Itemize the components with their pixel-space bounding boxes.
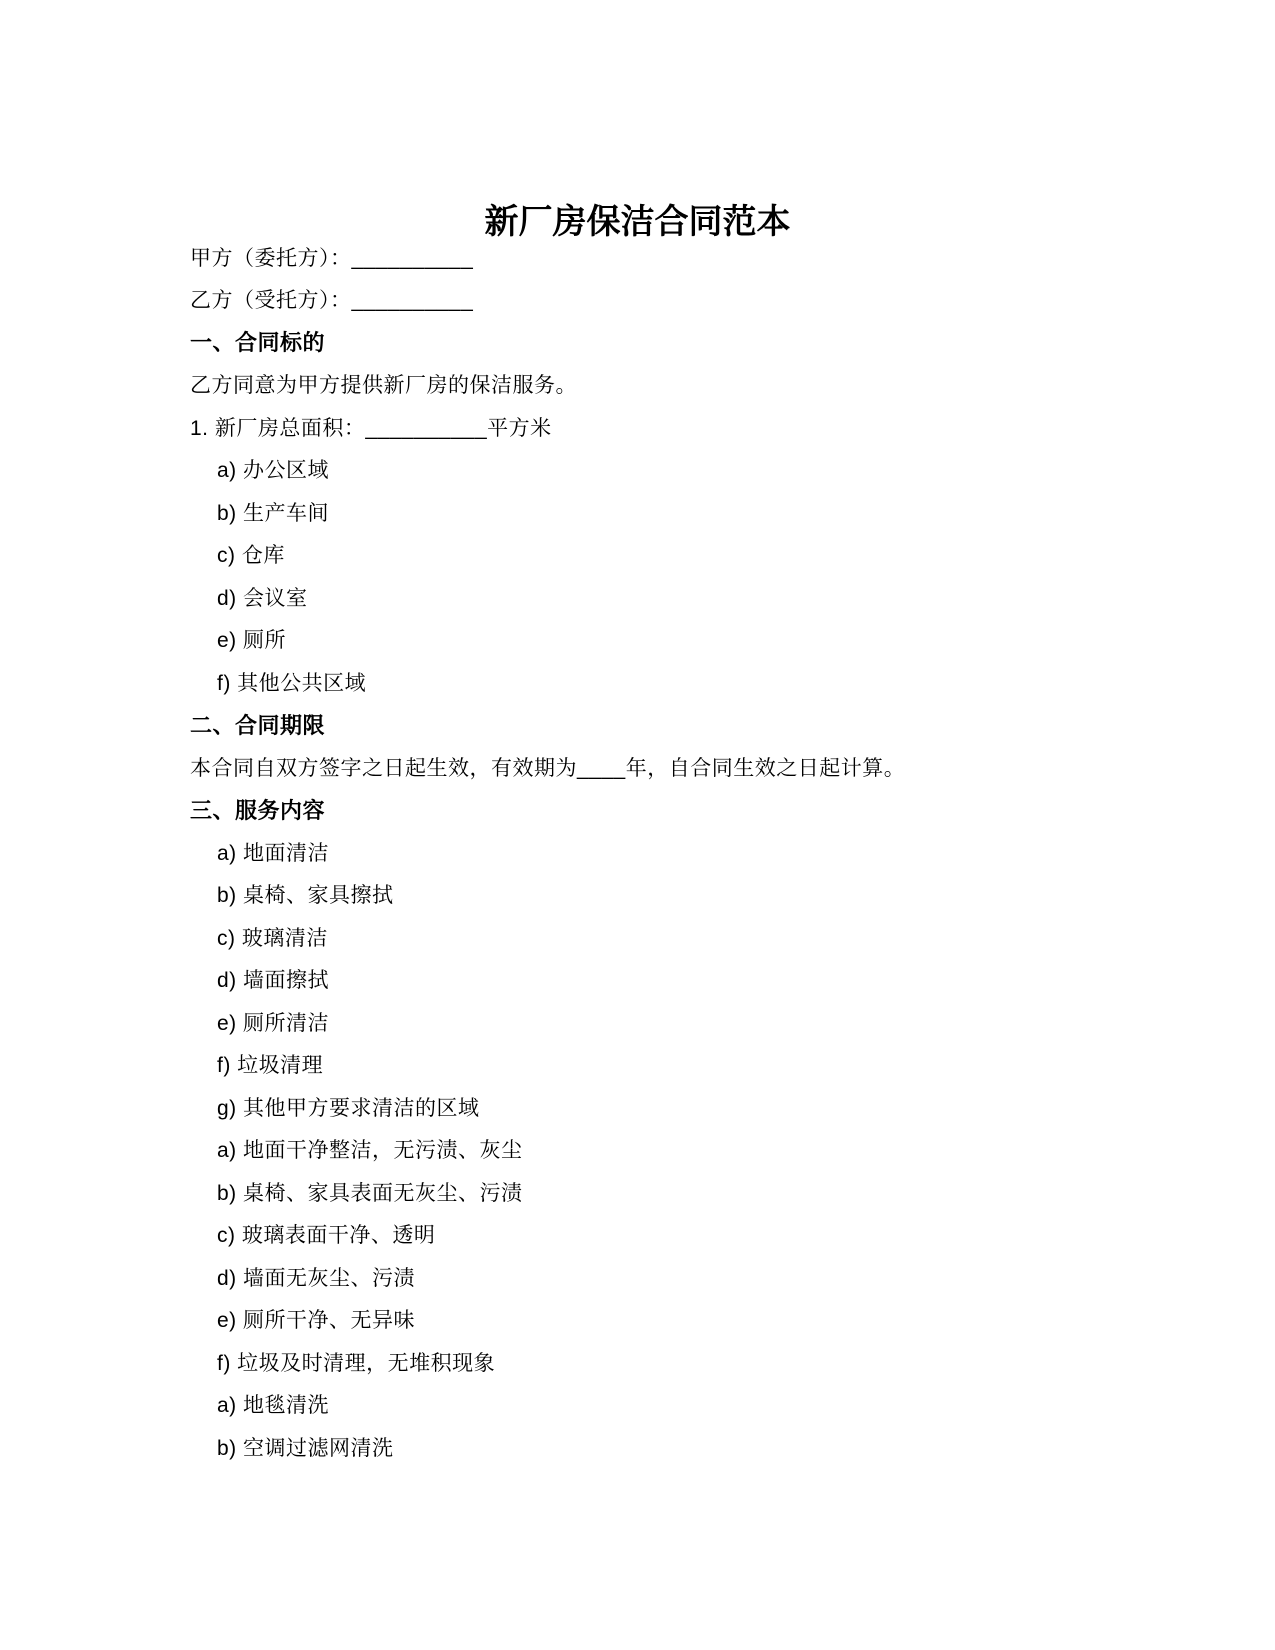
list-item-carpet-washing: a) 地毯清洗 [217, 1394, 330, 1418]
heading-service-content: 三、服务内容 [190, 797, 326, 823]
list-item-meeting-room: d) 会议室 [217, 586, 308, 610]
line-service-intro: 乙方同意为甲方提供新厂房的保洁服务。 [190, 374, 577, 398]
list-item-toilet-standard: e) 厕所干净、无异味 [217, 1309, 416, 1333]
heading-contract-term: 二、合同期限 [190, 712, 326, 738]
list-item-furniture-wiping: b) 桌椅、家具擦拭 [217, 884, 394, 908]
line-party-b: 乙方（受托方）：__________ [190, 289, 474, 313]
line-total-area: 1. 新厂房总面积：__________平方米 [190, 416, 552, 440]
document-title: 新厂房保洁合同范本 [484, 202, 791, 241]
list-item-furniture-standard: b) 桌椅、家具表面无灰尘、污渍 [217, 1181, 523, 1205]
list-item-other-public-areas: f) 其他公共区域 [217, 671, 367, 695]
list-item-garbage-standard: f) 垃圾及时清理，无堆积现象 [217, 1351, 496, 1375]
line-contract-term-detail: 本合同自双方签字之日起生效，有效期为____年，自合同生效之日起计算。 [190, 756, 906, 780]
list-item-floor-standard: a) 地面干净整洁，无污渍、灰尘 [217, 1139, 523, 1163]
list-item-production-workshop: b) 生产车间 [217, 501, 330, 525]
list-item-other-requested-areas: g) 其他甲方要求清洁的区域 [217, 1096, 480, 1120]
document-body [190, 237, 1090, 1470]
list-item-wall-wiping: d) 墙面擦拭 [217, 969, 330, 993]
list-item-glass-standard: c) 玻璃表面干净、透明 [217, 1224, 436, 1248]
list-item-warehouse: c) 仓库 [217, 544, 285, 568]
heading-contract-subject: 一、合同标的 [190, 330, 326, 356]
list-item-glass-cleaning: c) 玻璃清洁 [217, 926, 328, 950]
list-item-garbage-removal: f) 垃圾清理 [217, 1054, 324, 1078]
line-party-a: 甲方（委托方）：__________ [190, 246, 474, 270]
list-item-office-area: a) 办公区域 [217, 459, 330, 483]
list-item-ac-filter-washing: b) 空调过滤网清洗 [217, 1436, 394, 1460]
list-item-toilet-cleaning: e) 厕所清洁 [217, 1011, 330, 1035]
list-item-floor-cleaning: a) 地面清洁 [217, 841, 330, 865]
list-item-wall-standard: d) 墙面无灰尘、污渍 [217, 1266, 416, 1290]
list-item-toilet: e) 厕所 [217, 629, 287, 653]
